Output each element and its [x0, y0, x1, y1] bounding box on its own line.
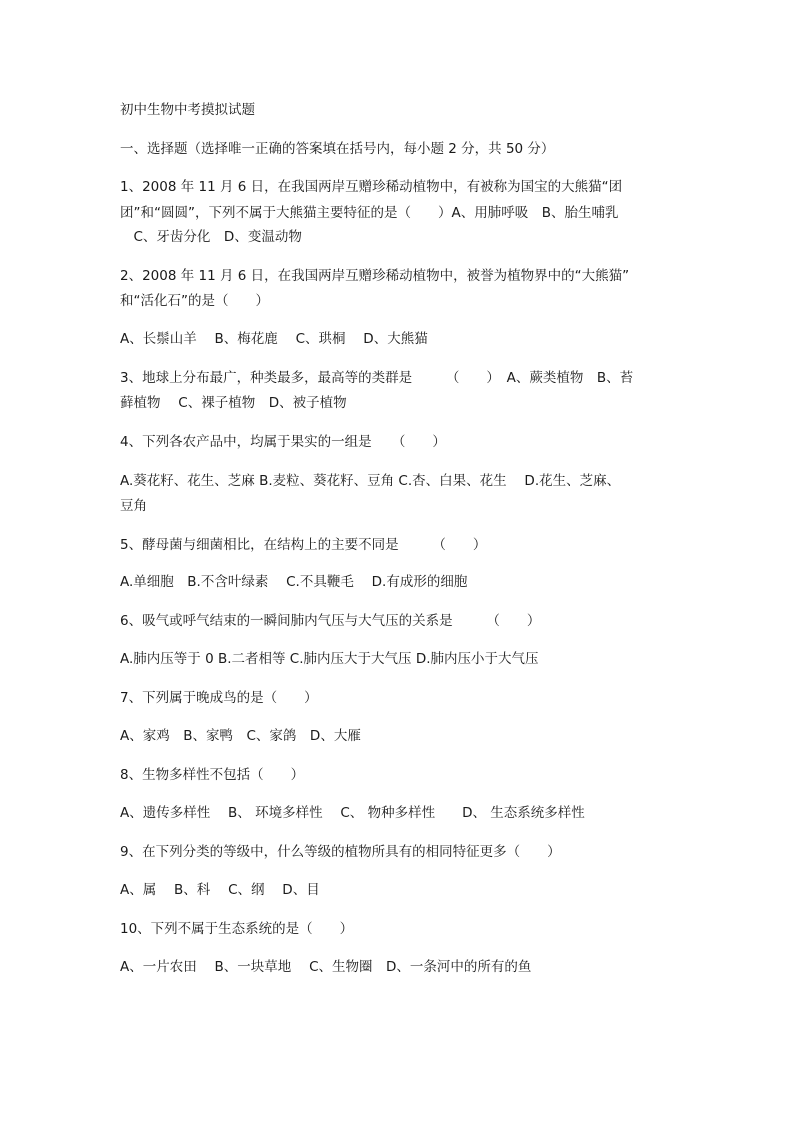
- question-2-line-2: 和“活化石”的是（ ）: [120, 293, 269, 309]
- question-4-line-3: 豆角: [120, 498, 147, 514]
- question-10-line-1: 10、下列不属于生态系统的是（ ）: [120, 921, 354, 937]
- question-5-options: A.单细胞 B.不含叶绿素 C.不具鞭毛 D.有成形的细胞: [120, 574, 468, 590]
- document-title: 初中生物中考摸拟试题: [120, 102, 255, 118]
- question-2-options: A、长鬃山羊 B、梅花鹿 C、珙桐 D、大熊猫: [120, 331, 428, 347]
- question-1-line-1: 1、2008 年 11 月 6 日，在我国两岸互赠珍稀动植物中，有被称为国宝的大熊猫“团: [120, 179, 623, 195]
- question-8-line-1: 8、生物多样性不包括（ ）: [120, 767, 305, 783]
- question-3-line-2: 藓植物 C、裸子植物 D、被子植物: [120, 395, 347, 411]
- question-1-line-2: 团”和“圆圆”，下列不属于大熊猫主要特征的是（ ）A、用肺呼吸 B、胎生哺乳: [120, 205, 619, 221]
- question-4-line-1: 4、下列各农产品中，均属于果实的一组是 （ ）: [120, 434, 446, 450]
- question-2-line-1: 2、2008 年 11 月 6 日，在我国两岸互赠珍稀动植物中，被誉为植物界中的“大熊猫”: [120, 268, 630, 284]
- question-6-options: A.肺内压等于 0 B.二者相等 C.肺内压大于大气压 D.肺内压小于大气压: [120, 651, 539, 667]
- question-9-options: A、属 B、科 C、纲 D、目: [120, 882, 320, 898]
- question-5-line-1: 5、酵母菌与细菌相比，在结构上的主要不同是 （ ）: [120, 537, 487, 553]
- question-6-line-1: 6、吸气或呼气结束的一瞬间肺内气压与大气压的关系是 （ ）: [120, 613, 541, 629]
- section-heading: 一、选择题（选择唯一正确的答案填在括号内，每小题 2 分，共 50 分）: [120, 141, 555, 157]
- question-9-line-1: 9、在下列分类的等级中，什么等级的植物所具有的相同特征更多（ ）: [120, 844, 561, 860]
- question-7-options: A、家鸡 B、家鸭 C、家鸽 D、大雁: [120, 728, 361, 744]
- question-3-line-1: 3、地球上分布最广，种类最多，最高等的类群是 （ ） A、蕨类植物 B、苔: [120, 370, 634, 386]
- question-10-options: A、一片农田 B、一块草地 C、生物圈 D、一条河中的所有的鱼: [120, 959, 532, 975]
- question-7-line-1: 7、下列属于晚成鸟的是（ ）: [120, 690, 318, 706]
- question-8-options: A、遗传多样性 B、 环境多样性 C、 物种多样性 D、 生态系统多样性: [120, 805, 585, 821]
- question-1-line-3: C、牙齿分化 D、变温动物: [120, 229, 302, 245]
- question-4-line-2: A.葵花籽、花生、芝麻 B.麦粒、葵花籽、豆角 C.杏、白果、花生 D.花生、芝麻、: [120, 473, 621, 489]
